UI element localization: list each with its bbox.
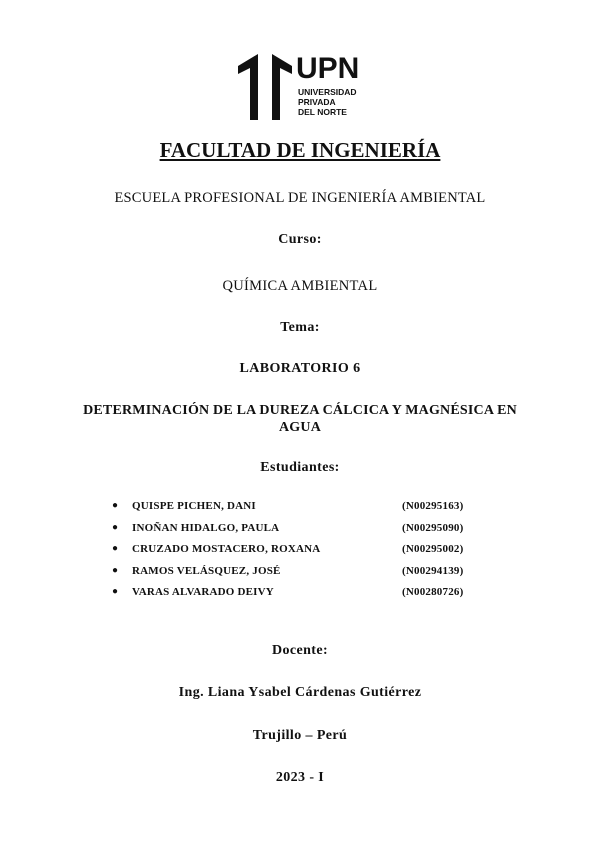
list-item: [112, 565, 492, 587]
students-list: [112, 500, 492, 608]
student-code: (N00295002): [402, 543, 464, 555]
teacher-name: Ing. Liana Ysabel Cárdenas Gutiérrez: [178, 685, 422, 700]
place: Trujillo – Perú: [252, 728, 348, 743]
bullet-icon: ●: [112, 543, 119, 554]
student-name: QUISPE PICHEN, DANI: [132, 500, 256, 512]
topic-label: Tema:: [280, 320, 320, 335]
faculty-title: FACULTAD DE INGENIERÍA: [159, 138, 441, 162]
course-name: QUÍMICA AMBIENTAL: [222, 278, 378, 294]
list-item: [112, 500, 492, 522]
student-code: (N00295090): [402, 521, 464, 534]
logo-line-2: PRIVADA: [298, 97, 336, 107]
student-code: (N00280726): [402, 586, 464, 598]
student-name: CRUZADO MOSTACERO, ROXANA: [132, 543, 321, 555]
report-title-line-2: AGUA: [278, 420, 322, 435]
topic-value: LABORATORIO 6: [239, 361, 361, 376]
logo-line-1: UNIVERSIDAD: [298, 87, 357, 97]
student-name: VARAS ALVARADO DEIVY: [132, 586, 274, 598]
bullet-icon: ●: [112, 500, 119, 511]
student-name: RAMOS VELÁSQUEZ, JOSÉ: [132, 564, 281, 577]
teacher-label: Docente:: [271, 643, 329, 658]
course-label: Curso:: [278, 232, 322, 247]
student-name: INOÑAN HIDALGO, PAULA: [132, 521, 280, 534]
bullet-icon: ●: [112, 521, 119, 533]
student-code: (N00295163): [402, 500, 464, 512]
report-title-line-1: DETERMINACIÓN DE LA DUREZA CÁLCICA Y MAGNÉSICA EN: [83, 403, 517, 418]
logo-line-3: DEL NORTE: [298, 107, 347, 117]
list-item: [112, 543, 492, 565]
list-item: [112, 522, 492, 544]
report-title: [70, 402, 530, 436]
upn-torch-icon: [236, 52, 294, 122]
list-item: [112, 586, 492, 608]
logo-brand: UPN: [296, 52, 360, 85]
bullet-icon: ●: [112, 564, 119, 576]
school-name: ESCUELA PROFESIONAL DE INGENIERÍA AMBIENTAL: [114, 190, 486, 206]
academic-period: 2023 - I: [275, 770, 325, 785]
upn-logo: [236, 52, 366, 124]
student-code: (N00294139): [402, 564, 464, 577]
bullet-icon: ●: [112, 586, 119, 597]
students-label: Estudiantes:: [260, 460, 340, 475]
